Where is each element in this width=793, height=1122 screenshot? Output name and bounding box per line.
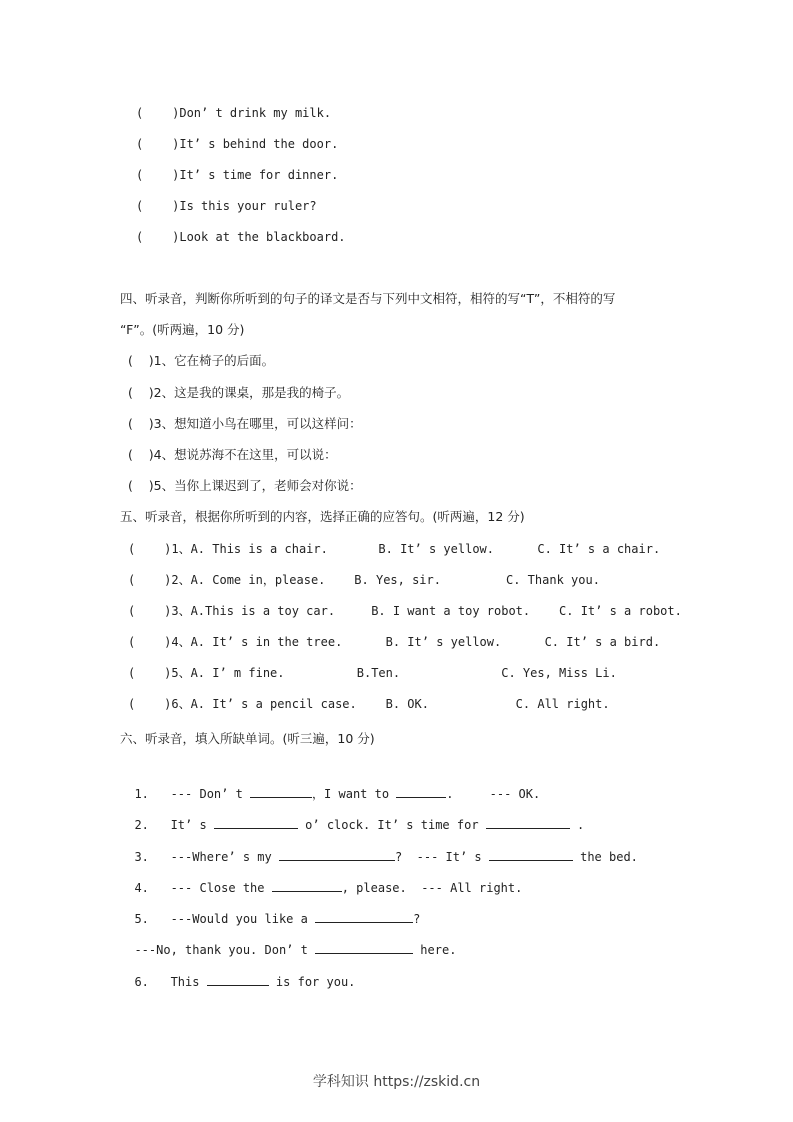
s4-title-line2: “F”。(听两遍，10 分): [120, 322, 245, 337]
s6-q3-text-c: the bed.: [572, 850, 638, 864]
fill-blank[interactable]: [272, 879, 342, 892]
fill-blank[interactable]: [250, 785, 312, 798]
s6-q1: [120, 769, 540, 802]
s3-item-2: ( )It’ s behind the door.: [136, 137, 339, 151]
s6-q5-text-a: 5. ---Would you like a: [134, 912, 316, 926]
s6-title: 六、听录音，填入所缺单词。(听三遍，10 分): [120, 731, 375, 746]
s5-title: 五、听录音，根据你所听到的内容，选择正确的应答句。(听两遍，12 分): [120, 509, 525, 524]
fill-blank[interactable]: [315, 910, 413, 923]
s6-q2-text-c: .: [569, 818, 585, 832]
s3-item-4: ( )Is this your ruler?: [136, 199, 317, 213]
s4-title-line1: 四、听录音，判断你所听到的句子的译文是否与下列中文相符，相符的写“T”，不相符的写: [120, 291, 616, 306]
s6-q2-text-a: 2. It’ s: [134, 818, 214, 832]
fill-blank[interactable]: [279, 848, 395, 861]
s6-q5-text-d: here.: [413, 943, 457, 957]
s6-q5-reply: [120, 925, 456, 958]
s6-q6: [120, 957, 355, 990]
s4-item-3: ( )3、想知道小鸟在哪里，可以这样问：: [128, 416, 362, 431]
s6-q3: [120, 832, 638, 865]
footer-watermark: 学科知识 https://zskid.cn: [312, 1074, 481, 1090]
fill-blank[interactable]: [396, 785, 446, 798]
s6-q4: [120, 863, 522, 896]
fill-blank[interactable]: [486, 816, 570, 829]
s6-q6-text-b: is for you.: [268, 975, 356, 989]
s3-item-1: ( )Don’ t drink my milk.: [136, 106, 332, 120]
s6-q4-text-a: 4. --- Close the: [134, 881, 272, 895]
s6-q3-text-a: 3. ---Where’ s my: [134, 850, 279, 864]
s4-item-2: ( )2、这是我的课桌，那是我的椅子。: [128, 385, 350, 400]
s6-q4-text-b: , please. --- All right.: [341, 881, 523, 895]
s5-item-5: ( )5、A. I’ m fine. B.Ten. C. Yes, Miss Li.: [128, 666, 617, 680]
s6-q3-text-b: ? --- It’ s: [394, 850, 489, 864]
fill-blank[interactable]: [214, 816, 298, 829]
s6-q5-text-b: ?: [413, 912, 421, 926]
fill-blank[interactable]: [207, 973, 269, 986]
s3-item-3: ( )It’ s time for dinner.: [136, 168, 339, 182]
s5-item-1: ( )1、A. This is a chair. B. It’ s yellow. C. It’ s a chair.: [128, 542, 661, 556]
s5-item-3: ( )3、A.This is a toy car. B. I want a toy robot. C. It’ s a robot.: [128, 604, 682, 618]
fill-blank[interactable]: [489, 848, 573, 861]
s5-item-4: ( )4、A. It’ s in the tree. B. It’ s yellow. C. It’ s a bird.: [128, 635, 661, 649]
s4-item-5: ( )5、当你上课迟到了，老师会对你说：: [128, 478, 362, 493]
s6-q2-text-b: o’ clock. It’ s time for: [297, 818, 486, 832]
s6-q5-text-c: ---No, thank you. Don’ t: [134, 943, 316, 957]
s5-item-6: ( )6、A. It’ s a pencil case. B. OK. C. All right.: [128, 697, 610, 711]
s6-q2: [120, 800, 584, 833]
s6-q6-text-a: 6. This: [134, 975, 207, 989]
s4-item-1: ( )1、它在椅子的后面。: [128, 353, 275, 368]
s6-q1-text-a: 1. --- Don’ t: [134, 787, 251, 801]
s6-q1-text-c: . --- OK.: [446, 787, 541, 801]
s5-item-2: ( )2、A. Come in，please. B. Yes, sir. C. Thank you.: [128, 573, 600, 587]
s4-item-4: ( )4、想说苏海不在这里，可以说：: [128, 447, 337, 462]
fill-blank[interactable]: [315, 941, 413, 954]
s6-q1-text-b: ，I want to: [312, 787, 397, 801]
s3-item-5: ( )Look at the blackboard.: [136, 230, 346, 244]
s6-q5: [120, 894, 420, 927]
